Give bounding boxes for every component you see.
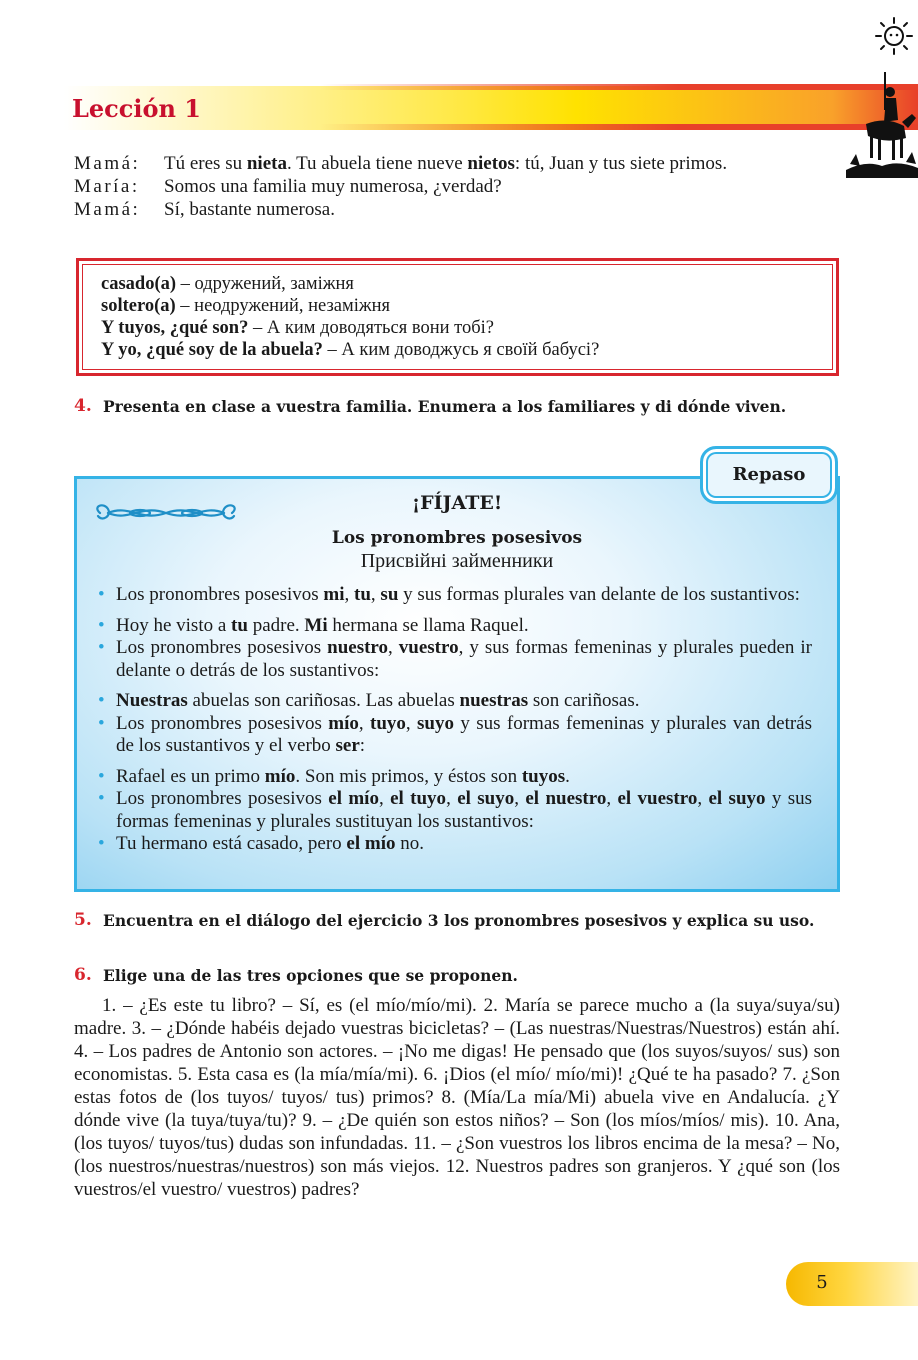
fijate-bullets [96,584,812,856]
vocabulary-item [101,273,814,295]
vocabulary-translation: – неодружений, незаміжня [175,296,391,316]
fijate-subtitle-es: Los pronombres posesivos [331,528,583,548]
vocabulary-item [101,339,814,361]
vocabulary-list [82,264,833,370]
fijate-bullet: • Nuestras abuelas son cariñosas. Las abuelas nuestras son cariñosas. [96,690,812,713]
vocabulary-translation: – одружений, заміжня [176,274,354,294]
vocabulary-box [76,258,839,376]
dialogue-text: Tú eres su nieta. Tu abuela tiene nueve nietos: tú, Juan y tus siete primos. [164,153,728,174]
header-band-bottom-stripe [320,124,918,130]
page-number: 5 [816,1272,828,1293]
dialogue-line [74,175,840,198]
task-number: 6. [74,965,92,985]
task-6 [74,965,840,986]
vocabulary-item [101,295,814,317]
vocabulary-translation: – А ким доводяться вони тобі? [248,318,494,338]
task-4 [74,396,840,417]
vocabulary-term: Y yo, ¿qué soy de la abuela? [101,340,323,360]
vocabulary-term: casado(a) [101,274,177,294]
fijate-bullet: • Hoy he visto a tu padre. Mi hermana se llama Raquel. [96,615,812,638]
sun-icon [870,14,914,58]
fijate-bullet: • Los pronombres posesivos el mío, el tuyo, el suyo, el nuestro, el vuestro, el suyo y sus formas femeninas y plurales sustituyan los sustantivos: [96,788,812,833]
task-text: Presenta en clase a vuestra familia. Enumera a los familiares y di dónde viven. [103,397,787,416]
vocabulary-term: Y tuyos, ¿qué son? [101,318,249,338]
fijate-subtitle-uk: Присвійні займенники [360,550,554,572]
don-quixote-rider-icon [846,70,918,182]
dialogue-line [74,152,840,175]
fijate-bullet: • Tu hermano está casado, pero el mío no. [96,833,812,856]
lesson-title: Lección 1 [72,94,201,123]
fijate-bullet: • Los pronombres posesivos mi, tu, su y sus formas plurales van delante de los sustantivos: [96,584,812,607]
exercise-6-text: 1. – ¿Es este tu libro? – Sí, es (el mío/mío/mi). 2. María se parece mucho a (la suya/suya/su) madre. 3. – ¿Dónde habéis dejado vuestras bicicletas? – (Las nuestras/Nuestras/Nuestros) están ahí. 4. – Los padres de Antonio son actores. – ¡No me digas! He pensado que (los suyos/suyos/ sus) son economistas. 5. Esta casa es (la mía/mía/mi). 6. ¡Dios (el mío/ mío/mi)! ¿Qué te ha pasado? 7. ¿Son estas fotos de (los tuyos/ tuyos/ tus) primos? 8. (Mía/La mía/Mi) abuela vive en Andalucía. ¿Y dónde vive (la tuya/tuya/tu)? 9. – ¿De quién son estos niños? – Son (los míos/míos/ mis). 10. Ana, (los tuyos/ tuyos/tus) dudas son infundadas. 11. – ¿Son vuestros los libros encima de la mesa? – No, (los nuestros/nuestras/nuestros) son más viejos. 12. Nuestros padres son granjeros. Y ¿qué son (los vuestros/el vuestro/ vuestros) padres? [74,995,840,1200]
fijate-title: ¡FÍJATE! [411,492,503,514]
fijate-bullet: • Rafael es un primo mío. Son mis primos, y éstos son tuyos. [96,766,812,789]
vocabulary-term: soltero(a) [101,296,176,316]
dialogue-line [74,198,840,221]
speaker-name: María: [74,176,140,197]
dialogue-text: Somos una familia muy numerosa, ¿verdad? [164,176,502,197]
fijate-bullet: • Los pronombres posesivos mío, tuyo, suyo y sus formas femeninas y plurales van detrás de los sustantivos y el verbo ser: [96,713,812,758]
fijate-bullet: • Los pronombres posesivos nuestro, vuestro, y sus formas femeninas y plurales pueden ir delante o detrás de los sustantivos: [96,637,812,682]
task-number: 5. [74,910,92,930]
vocabulary-translation: – А ким доводжусь я своїй бабусі? [322,340,600,360]
dialogue-text: Sí, bastante numerosa. [164,199,335,220]
header-band-top-stripe [320,84,918,90]
task-number: 4. [74,396,92,416]
dialogue [74,152,840,221]
task-text: Encuentra en el diálogo del ejercicio 3 los pronombres posesivos y explica su uso. [103,911,815,930]
speaker-name: Mamá: [74,199,141,220]
task-text: Elige una de las tres opciones que se proponen. [103,966,518,985]
task-5 [74,910,840,931]
repaso-label: Repaso [732,464,806,485]
speaker-name: Mamá: [74,153,141,174]
vocabulary-item [101,317,814,339]
